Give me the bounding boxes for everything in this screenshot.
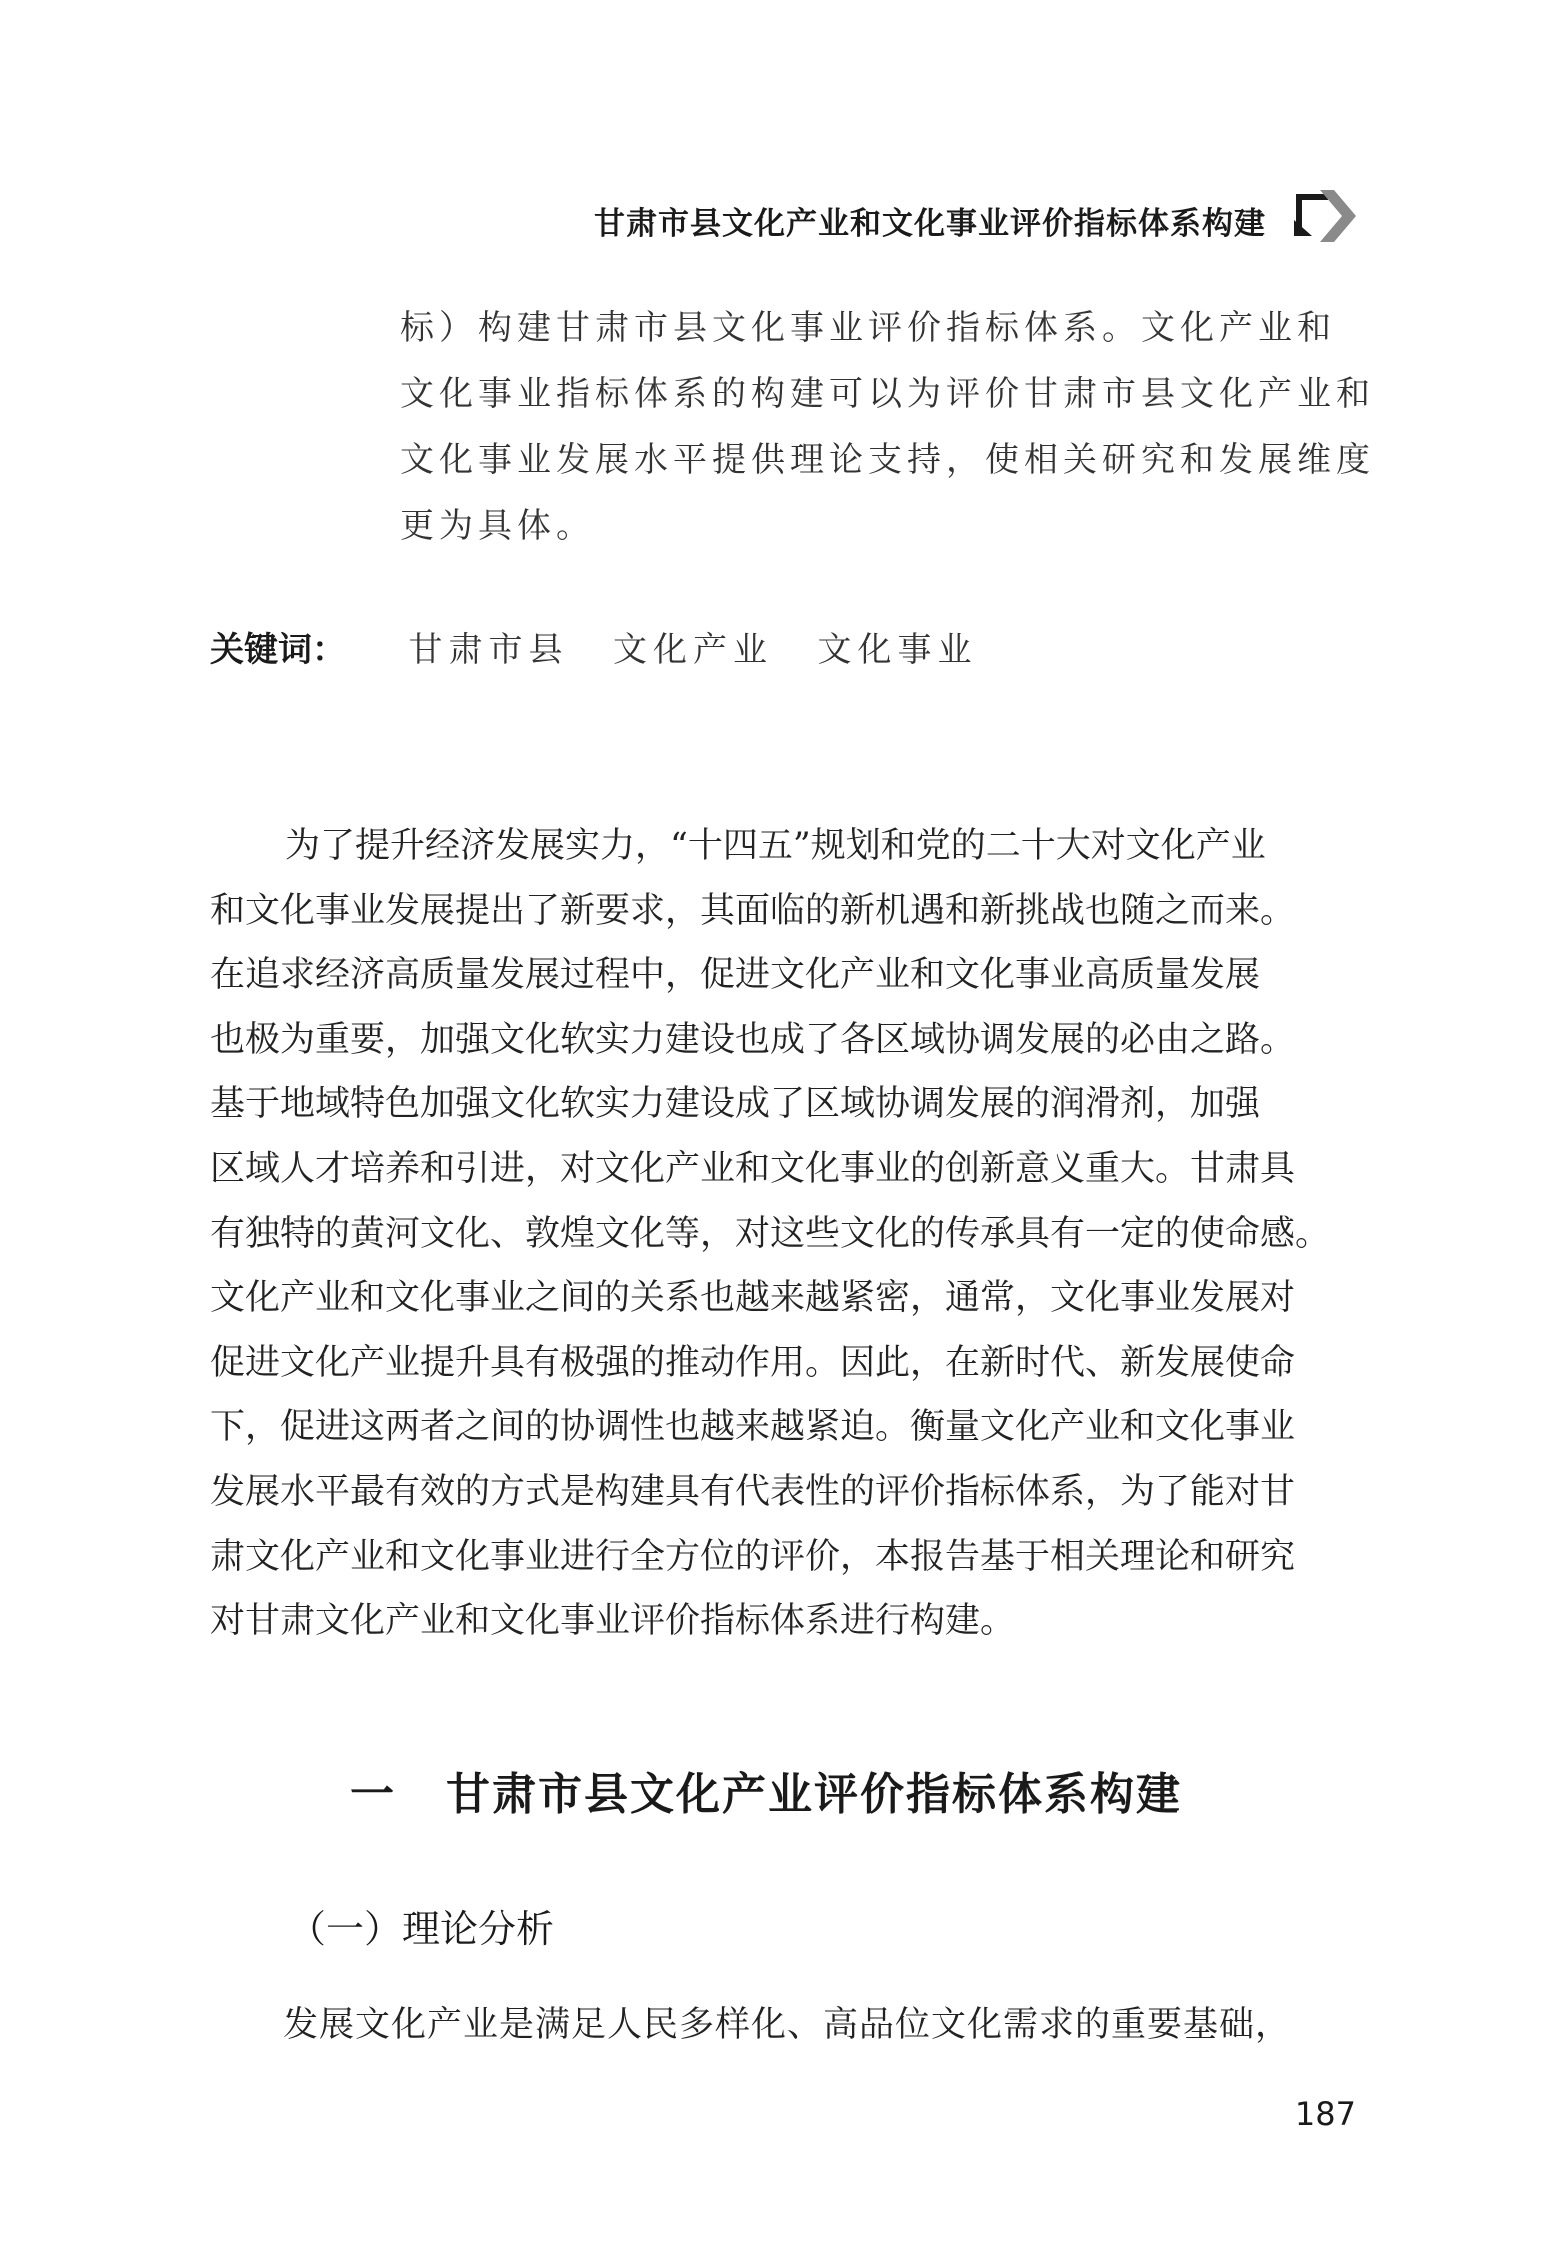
chapter-arrow-icon bbox=[1290, 186, 1362, 246]
keywords-row bbox=[210, 620, 1014, 681]
paragraph-line: 为了提升经济发展实力，“十四五”规划和党的二十大对文化产业 bbox=[285, 826, 1266, 866]
abstract-line: 标）构建甘肃市县文化事业评价指标体系。文化产业和 bbox=[400, 308, 1336, 348]
paragraph-line: 在追求经济高质量发展过程中，促进文化产业和文化事业高质量发展 bbox=[210, 955, 1261, 996]
abstract-line: 更为具体。 bbox=[400, 506, 595, 546]
paragraph-line: 肃文化产业和文化事业进行全方位的评价，本报告基于相关理论和研究 bbox=[210, 1536, 1296, 1577]
section-heading bbox=[350, 1758, 1182, 1822]
paragraph-line: 区域人才培养和引进，对文化产业和文化事业的创新意义重大。甘肃具 bbox=[210, 1148, 1296, 1189]
section-number: 一 bbox=[350, 1769, 396, 1820]
paragraph-line: 基于地域特色加强文化软实力建设成了区域协调发展的润滑剂，加强 bbox=[210, 1084, 1261, 1125]
paragraph-line: 下，促进这两者之间的协调性也越来越紧迫。衡量文化产业和文化事业 bbox=[210, 1407, 1296, 1448]
keywords-label: 关键词： bbox=[210, 630, 346, 670]
paragraph-start-line: 发展文化产业是满足人民多样化、高品位文化需求的重要基础， bbox=[283, 2005, 1292, 2045]
keyword-item: 文化产业 bbox=[613, 630, 773, 670]
paragraph-line: 也极为重要，加强文化软实力建设也成了各区域协调发展的必由之路。 bbox=[210, 1019, 1296, 1060]
paragraph-line: 文化产业和文化事业之间的关系也越来越紧密，通常，文化事业发展对 bbox=[210, 1278, 1296, 1319]
abstract-continuation bbox=[400, 295, 1375, 559]
paragraph-line: 有独特的黄河文化、敦煌文化等，对这些文化的传承具有一定的使命感。 bbox=[210, 1213, 1331, 1254]
paragraph-line: 对甘肃文化产业和文化事业评价指标体系进行构建。 bbox=[210, 1601, 1016, 1642]
running-header-title: 甘肃市县文化产业和文化事业评价指标体系构建 bbox=[594, 206, 1266, 242]
paragraph-line: 促进文化产业提升具有极强的推动作用。因此，在新时代、新发展使命 bbox=[210, 1342, 1296, 1383]
paragraph-line: 发展水平最有效的方式是构建具有代表性的评价指标体系，为了能对甘 bbox=[210, 1471, 1296, 1512]
keyword-item: 甘肃市县 bbox=[408, 630, 569, 670]
abstract-line: 文化事业指标体系的构建可以为评价甘肃市县文化产业和 bbox=[400, 374, 1375, 414]
page-number: 187 bbox=[1294, 2095, 1356, 2133]
paragraph-line: 和文化事业发展提出了新要求，其面临的新机遇和新挑战也随之而来。 bbox=[210, 890, 1296, 931]
section-title: 甘肃市县文化产业评价指标体系构建 bbox=[446, 1769, 1182, 1820]
abstract-line: 文化事业发展水平提供理论支持，使相关研究和发展维度 bbox=[400, 440, 1375, 480]
keyword-item: 文化事业 bbox=[817, 630, 978, 670]
subsection-heading: （一）理论分析 bbox=[288, 1907, 555, 1951]
intro-paragraph bbox=[210, 814, 1360, 1654]
